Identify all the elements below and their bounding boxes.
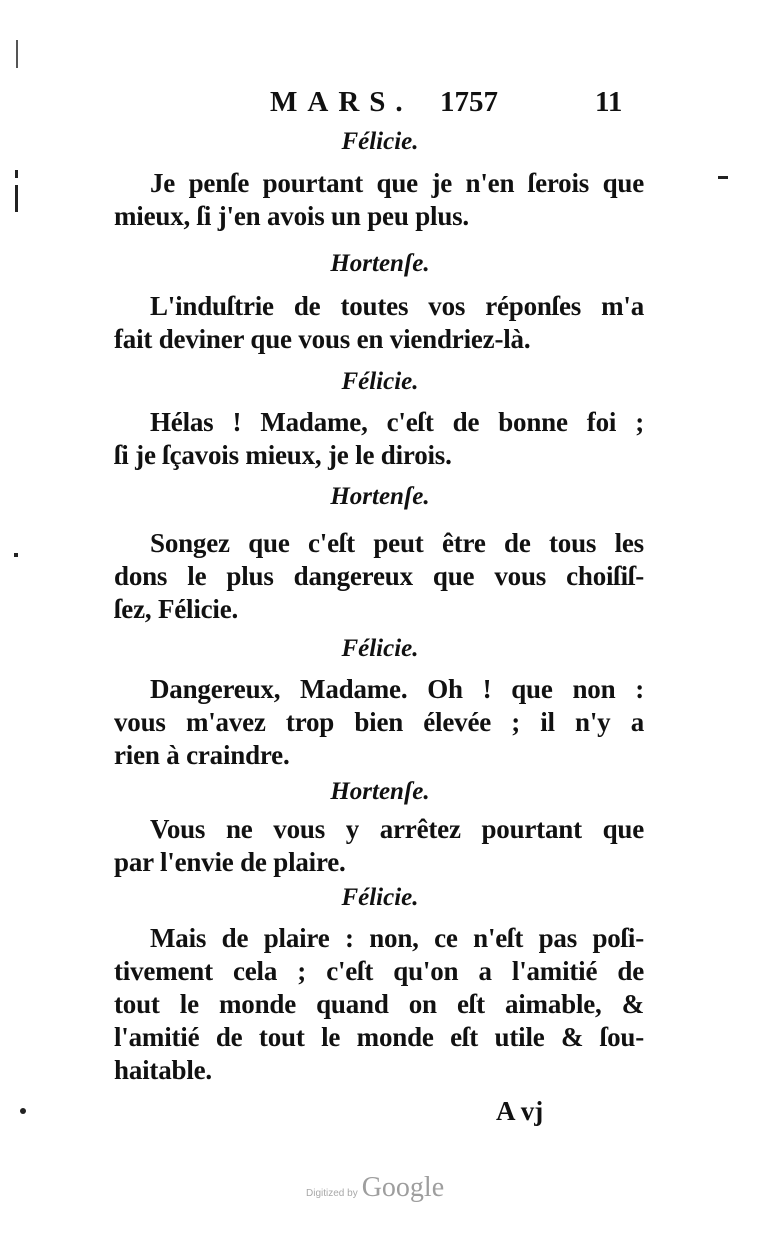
running-header (260, 86, 640, 122)
text-line: ſi je ſçavois mieux, je le dirois. (114, 440, 452, 470)
text-line: tivement cela ; c'eſt qu'on a l'amitié de (114, 956, 644, 986)
text-line: Vous ne vous y arrêtez pourtant que (150, 814, 644, 844)
speech-paragraph (114, 673, 644, 772)
header-year: 1757 (440, 86, 498, 118)
text-line: tout le monde quand on eſt aimable, & (114, 989, 644, 1019)
text-line: Je penſe pourtant que je n'en ſerois que (150, 168, 644, 198)
speaker-name: Hortenſe. (330, 250, 430, 277)
speech-paragraph (114, 527, 644, 626)
text-line: par l'envie de plaire. (114, 847, 346, 877)
scan-mark (718, 176, 728, 179)
speaker-name: Félicie. (341, 635, 419, 662)
speech-paragraph (114, 290, 644, 356)
text-line: vous m'avez trop bien élevée ; il n'y a (114, 707, 644, 737)
text-line: l'amitié de tout le monde eſt utile & ſou- (114, 1022, 644, 1052)
scan-mark (15, 170, 18, 178)
speaker-name: Hortenſe. (330, 483, 430, 510)
scan-mark (20, 1108, 26, 1114)
watermark-prefix: Digitized by (306, 1188, 358, 1199)
text-line: Songez que c'eſt peut être de tous les (150, 528, 644, 558)
text-line: mieux, ſi j'en avois un peu plus. (114, 201, 469, 231)
text-line: Hélas ! Madame, c'eſt de bonne foi ; (150, 407, 644, 437)
catchword: A vj (496, 1096, 544, 1126)
text-line: dons le plus dangereux que vous choiſiſ- (114, 561, 644, 591)
speech-paragraph (114, 167, 644, 233)
text-line: Mais de plaire : non, ce n'eſt pas poſi- (150, 923, 644, 953)
speaker-name: Félicie. (341, 368, 419, 395)
text-line: L'induſtrie de toutes vos réponſes m'a (150, 291, 644, 321)
watermark-brand: Google (361, 1172, 445, 1203)
text-line: haitable. (114, 1055, 212, 1085)
text-line: rien à craindre. (114, 740, 290, 770)
speech-paragraph (114, 922, 644, 1087)
digitized-watermark (306, 1172, 444, 1204)
text-line: fait deviner que vous en viendriez-là. (114, 324, 531, 354)
text-line: Dangereux, Madame. Oh ! que non : (150, 674, 644, 704)
scan-mark (16, 40, 18, 68)
speech-paragraph (114, 813, 644, 879)
scan-mark (14, 553, 18, 557)
text-line: ſez, Félicie. (114, 594, 239, 624)
speech-paragraph (114, 406, 644, 472)
scan-mark (15, 185, 18, 212)
page-number: 11 (595, 86, 623, 118)
header-month: MARS. (270, 86, 413, 118)
speaker-name: Félicie. (341, 128, 419, 155)
speaker-name: Hortenſe. (330, 778, 430, 805)
speaker-name: Félicie. (341, 884, 419, 911)
